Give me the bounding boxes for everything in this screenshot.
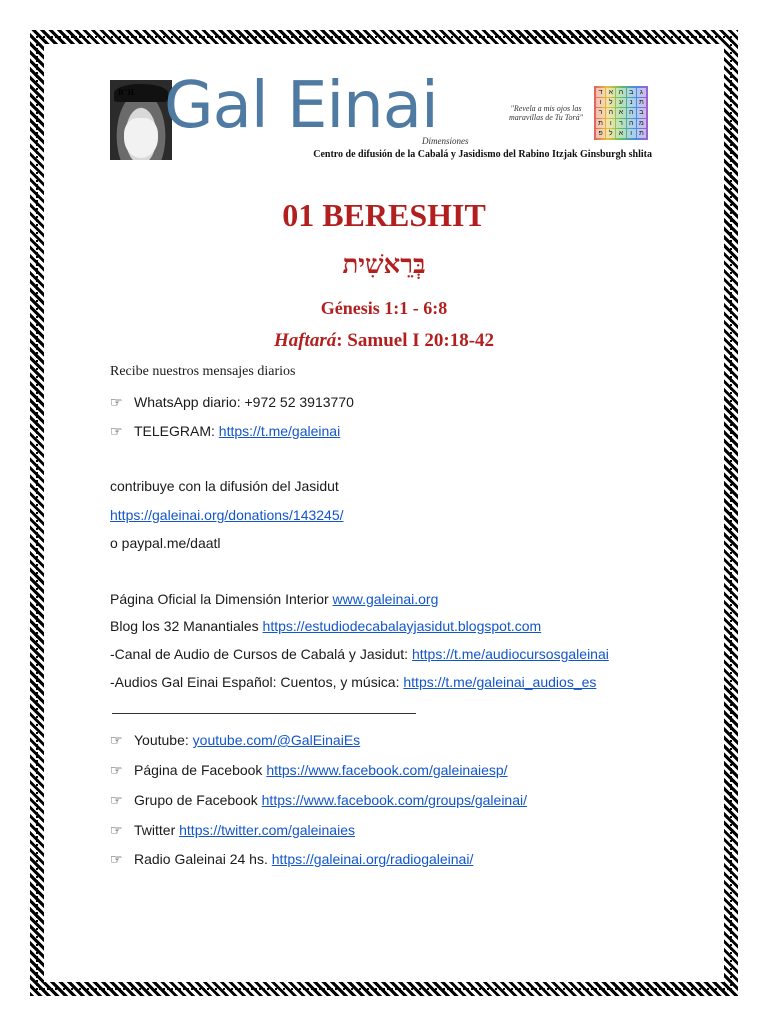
donations-line [110,507,344,523]
hebrew-letter-cell: נ [627,98,636,107]
divider [112,713,416,714]
hebrew-letter-cell: ב [637,108,646,117]
hebrew-letter-cell: א [606,88,615,97]
hebrew-letter-cell: ה [627,108,636,117]
pointing-hand-icon: ☞ [110,822,123,838]
radio-line [110,851,473,868]
youtube-label: Youtube: [134,732,193,748]
canal-link[interactable]: https://t.me/audiocursosgaleinai [411,646,609,662]
hebrew-letter-cell: ר [616,119,625,128]
telegram-link[interactable]: https://t.me/galeinai [218,423,341,439]
hebrew-letter-cell: ה [616,88,625,97]
radio-label: Radio Galeinai 24 hs. [134,851,272,867]
radio-link[interactable]: https://galeinai.org/radiogaleinai/ [271,851,474,867]
logo-text: Gal Einai [164,69,438,143]
logo-subtitle: Dimensiones [422,136,469,146]
hebrew-letter-cell: ת [596,119,605,128]
fbpage-link[interactable]: https://www.facebook.com/galeinaiesp/ [266,762,508,778]
fbgroup-link[interactable]: https://www.facebook.com/groups/galeinai/ [261,792,528,808]
paypal-text: o paypal.me/daatl [110,535,221,551]
hebrew-letter-cell: א [616,129,625,138]
haftara-value: : Samuel I 20:18-42 [336,330,495,351]
canal-label: -Canal de Audio de Cursos de Cabalá y Jasidut: [110,646,412,662]
hebrew-title: בְּרֵאשִׁית [342,250,426,280]
intro-text: Recibe nuestros mensajes diarios [110,364,296,379]
haftara-label: Haftará [273,330,337,351]
telegram-label: TELEGRAM: [134,423,219,439]
bh-mark: B"H [118,88,134,97]
header-banner [110,69,652,160]
pointing-hand-icon: ☞ [110,394,123,410]
hebrew-letter-cell: ד [596,88,605,97]
pointing-hand-icon: ☞ [110,423,123,439]
pointing-hand-icon: ☞ [110,762,123,778]
hebrew-letter-cell: ר [596,108,605,117]
hebrew-letter-cell: ת [637,129,646,138]
hebrew-letter-cell: ב [627,88,636,97]
hebrew-letter-cell: פ [596,129,605,138]
hebrew-letter-cell: ו [596,98,605,107]
page-title: 01 BERESHIT [282,197,486,233]
oficial-link[interactable]: www.galeinai.org [332,591,439,607]
banner-quote: "Revela a mis ojos las maravillas de Tu Torá" [509,104,583,122]
hebrew-letter-cell: ו [606,119,615,128]
whatsapp-line [110,394,354,411]
oficial-line [110,591,438,607]
fbpage-line [110,762,508,779]
hebrew-letter-cell: ל [606,129,615,138]
twitter-link[interactable]: https://twitter.com/galeinaies [179,822,355,838]
oficial-label: Página Oficial la Dimensión Interior [110,591,333,607]
pointing-hand-icon: ☞ [110,851,123,867]
hebrew-letter-cell: ה [627,119,636,128]
genesis-reference: Génesis 1:1 - 6:8 [320,298,448,318]
hebrew-letter-cell: ג [637,88,646,97]
donations-link[interactable]: https://galeinai.org/donations/143245/ [110,507,344,523]
fbgroup-line [110,792,527,809]
audios-link[interactable]: https://t.me/galeinai_audios_es [403,674,597,690]
telegram-line [110,423,340,440]
youtube-line [110,732,360,749]
blog-label: Blog los 32 Manantiales [110,618,263,634]
hebrew-letter-cell: ו [627,129,636,138]
pointing-hand-icon: ☞ [110,732,123,748]
contribute-text: contribuye con la difusión del Jasidut [110,478,339,494]
beard-shape [124,118,158,158]
hebrew-letter-cell: ת [637,98,646,107]
hebrew-letter-cell: מ [637,119,646,128]
hebrew-letter-cell: ל [606,98,615,107]
banner-tagline: Centro de difusión de la Cabalá y Jasidismo del Rabino Itzjak Ginsburgh shlita [313,149,652,160]
audios-label: -Audios Gal Einai Español: Cuentos, y música: [110,674,404,690]
pointing-hand-icon: ☞ [110,792,123,808]
twitter-line [110,822,355,839]
hebrew-letter-cell: ע [616,98,625,107]
audios-line [110,674,596,690]
fbgroup-label: Grupo de Facebook [134,792,262,808]
fbpage-label: Página de Facebook [134,762,267,778]
whatsapp-text: WhatsApp diario: +972 52 3913770 [134,394,354,410]
haftara-reference [0,330,768,352]
blog-line [110,618,541,634]
hebrew-letter-cell: א [616,108,625,117]
twitter-label: Twitter [134,822,180,838]
canal-line [110,646,609,662]
youtube-link[interactable]: youtube.com/@GalEinaiEs [192,732,361,748]
hebrew-letters-grid [594,86,648,140]
blog-link[interactable]: https://estudiodecabalayjasidut.blogspot.com [262,618,542,634]
hebrew-letter-cell: ה [606,108,615,117]
